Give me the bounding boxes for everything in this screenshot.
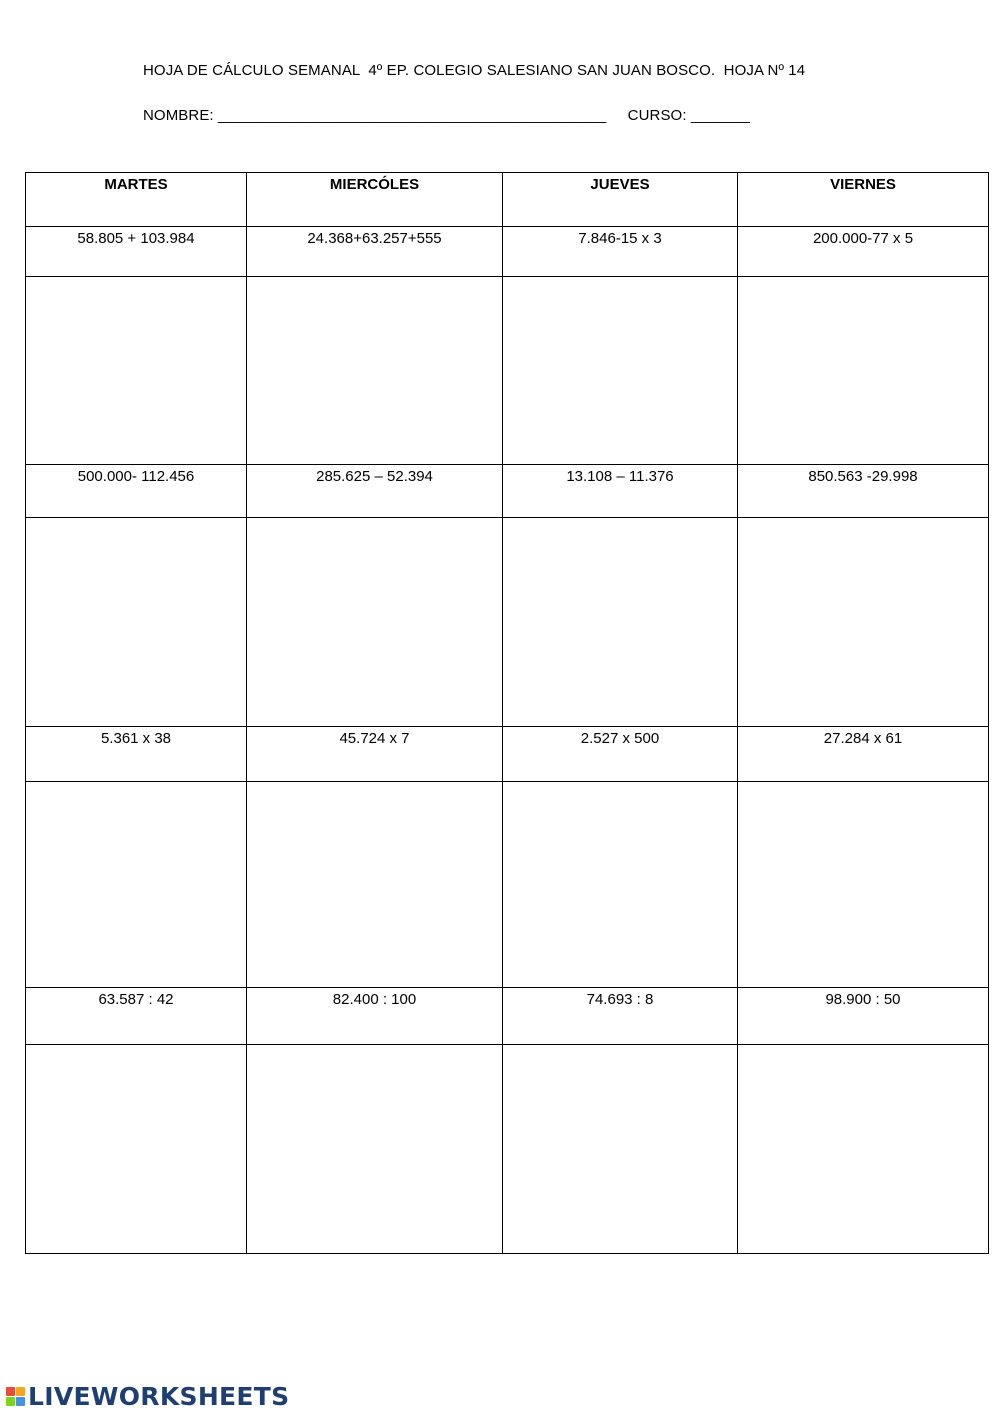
liveworksheets-logo[interactable] [6, 1380, 289, 1412]
work-row [26, 782, 989, 988]
day-header: VIERNES [738, 173, 989, 227]
operation-cell: 5.361 x 38 [26, 727, 247, 782]
work-area[interactable] [738, 518, 989, 727]
logo-square [16, 1397, 25, 1406]
logo-square [6, 1387, 15, 1396]
operation-cell: 13.108 – 11.376 [503, 465, 738, 518]
day-header: MARTES [26, 173, 247, 227]
operation-cell: 2.527 x 500 [503, 727, 738, 782]
operation-cell: 7.846-15 x 3 [503, 227, 738, 277]
work-area[interactable] [247, 1045, 503, 1254]
operation-cell: 500.000- 112.456 [26, 465, 247, 518]
name-course-line: NOMBRE: ______________________________________________ CURSO: _______ [143, 107, 750, 124]
work-area[interactable] [26, 518, 247, 727]
operation-row [26, 727, 989, 782]
worksheet-title: HOJA DE CÁLCULO SEMANAL 4º EP. COLEGIO SALESIANO SAN JUAN BOSCO. HOJA Nº 14 [143, 62, 806, 79]
work-area[interactable] [738, 277, 989, 465]
operation-cell: 82.400 : 100 [247, 988, 503, 1045]
operation-row [26, 988, 989, 1045]
operation-cell: 98.900 : 50 [738, 988, 989, 1045]
logo-squares-icon [6, 1387, 25, 1406]
operation-cell: 285.625 – 52.394 [247, 465, 503, 518]
work-area[interactable] [738, 782, 989, 988]
calculation-table [25, 172, 989, 1254]
day-header: MIERCÓLES [247, 173, 503, 227]
day-header: JUEVES [503, 173, 738, 227]
work-area[interactable] [247, 518, 503, 727]
work-area[interactable] [503, 1045, 738, 1254]
operation-row [26, 465, 989, 518]
operation-cell: 63.587 : 42 [26, 988, 247, 1045]
work-area[interactable] [503, 782, 738, 988]
operation-cell: 850.563 -29.998 [738, 465, 989, 518]
logo-square [6, 1397, 15, 1406]
operation-cell: 58.805 + 103.984 [26, 227, 247, 277]
work-area[interactable] [503, 277, 738, 465]
operation-cell: 27.284 x 61 [738, 727, 989, 782]
work-row [26, 1045, 989, 1254]
operation-cell: 45.724 x 7 [247, 727, 503, 782]
work-area[interactable] [26, 782, 247, 988]
logo-square [16, 1387, 25, 1396]
operation-cell: 74.693 : 8 [503, 988, 738, 1045]
work-area[interactable] [247, 782, 503, 988]
work-row [26, 277, 989, 465]
operation-cell: 24.368+63.257+555 [247, 227, 503, 277]
work-area[interactable] [738, 1045, 989, 1254]
work-area[interactable] [247, 277, 503, 465]
day-header-row [26, 173, 989, 227]
work-area[interactable] [26, 1045, 247, 1254]
work-area[interactable] [503, 518, 738, 727]
work-area[interactable] [26, 277, 247, 465]
operation-cell: 200.000-77 x 5 [738, 227, 989, 277]
work-row [26, 518, 989, 727]
operation-row [26, 227, 989, 277]
logo-text: LIVEWORKSHEETS [28, 1381, 290, 1411]
